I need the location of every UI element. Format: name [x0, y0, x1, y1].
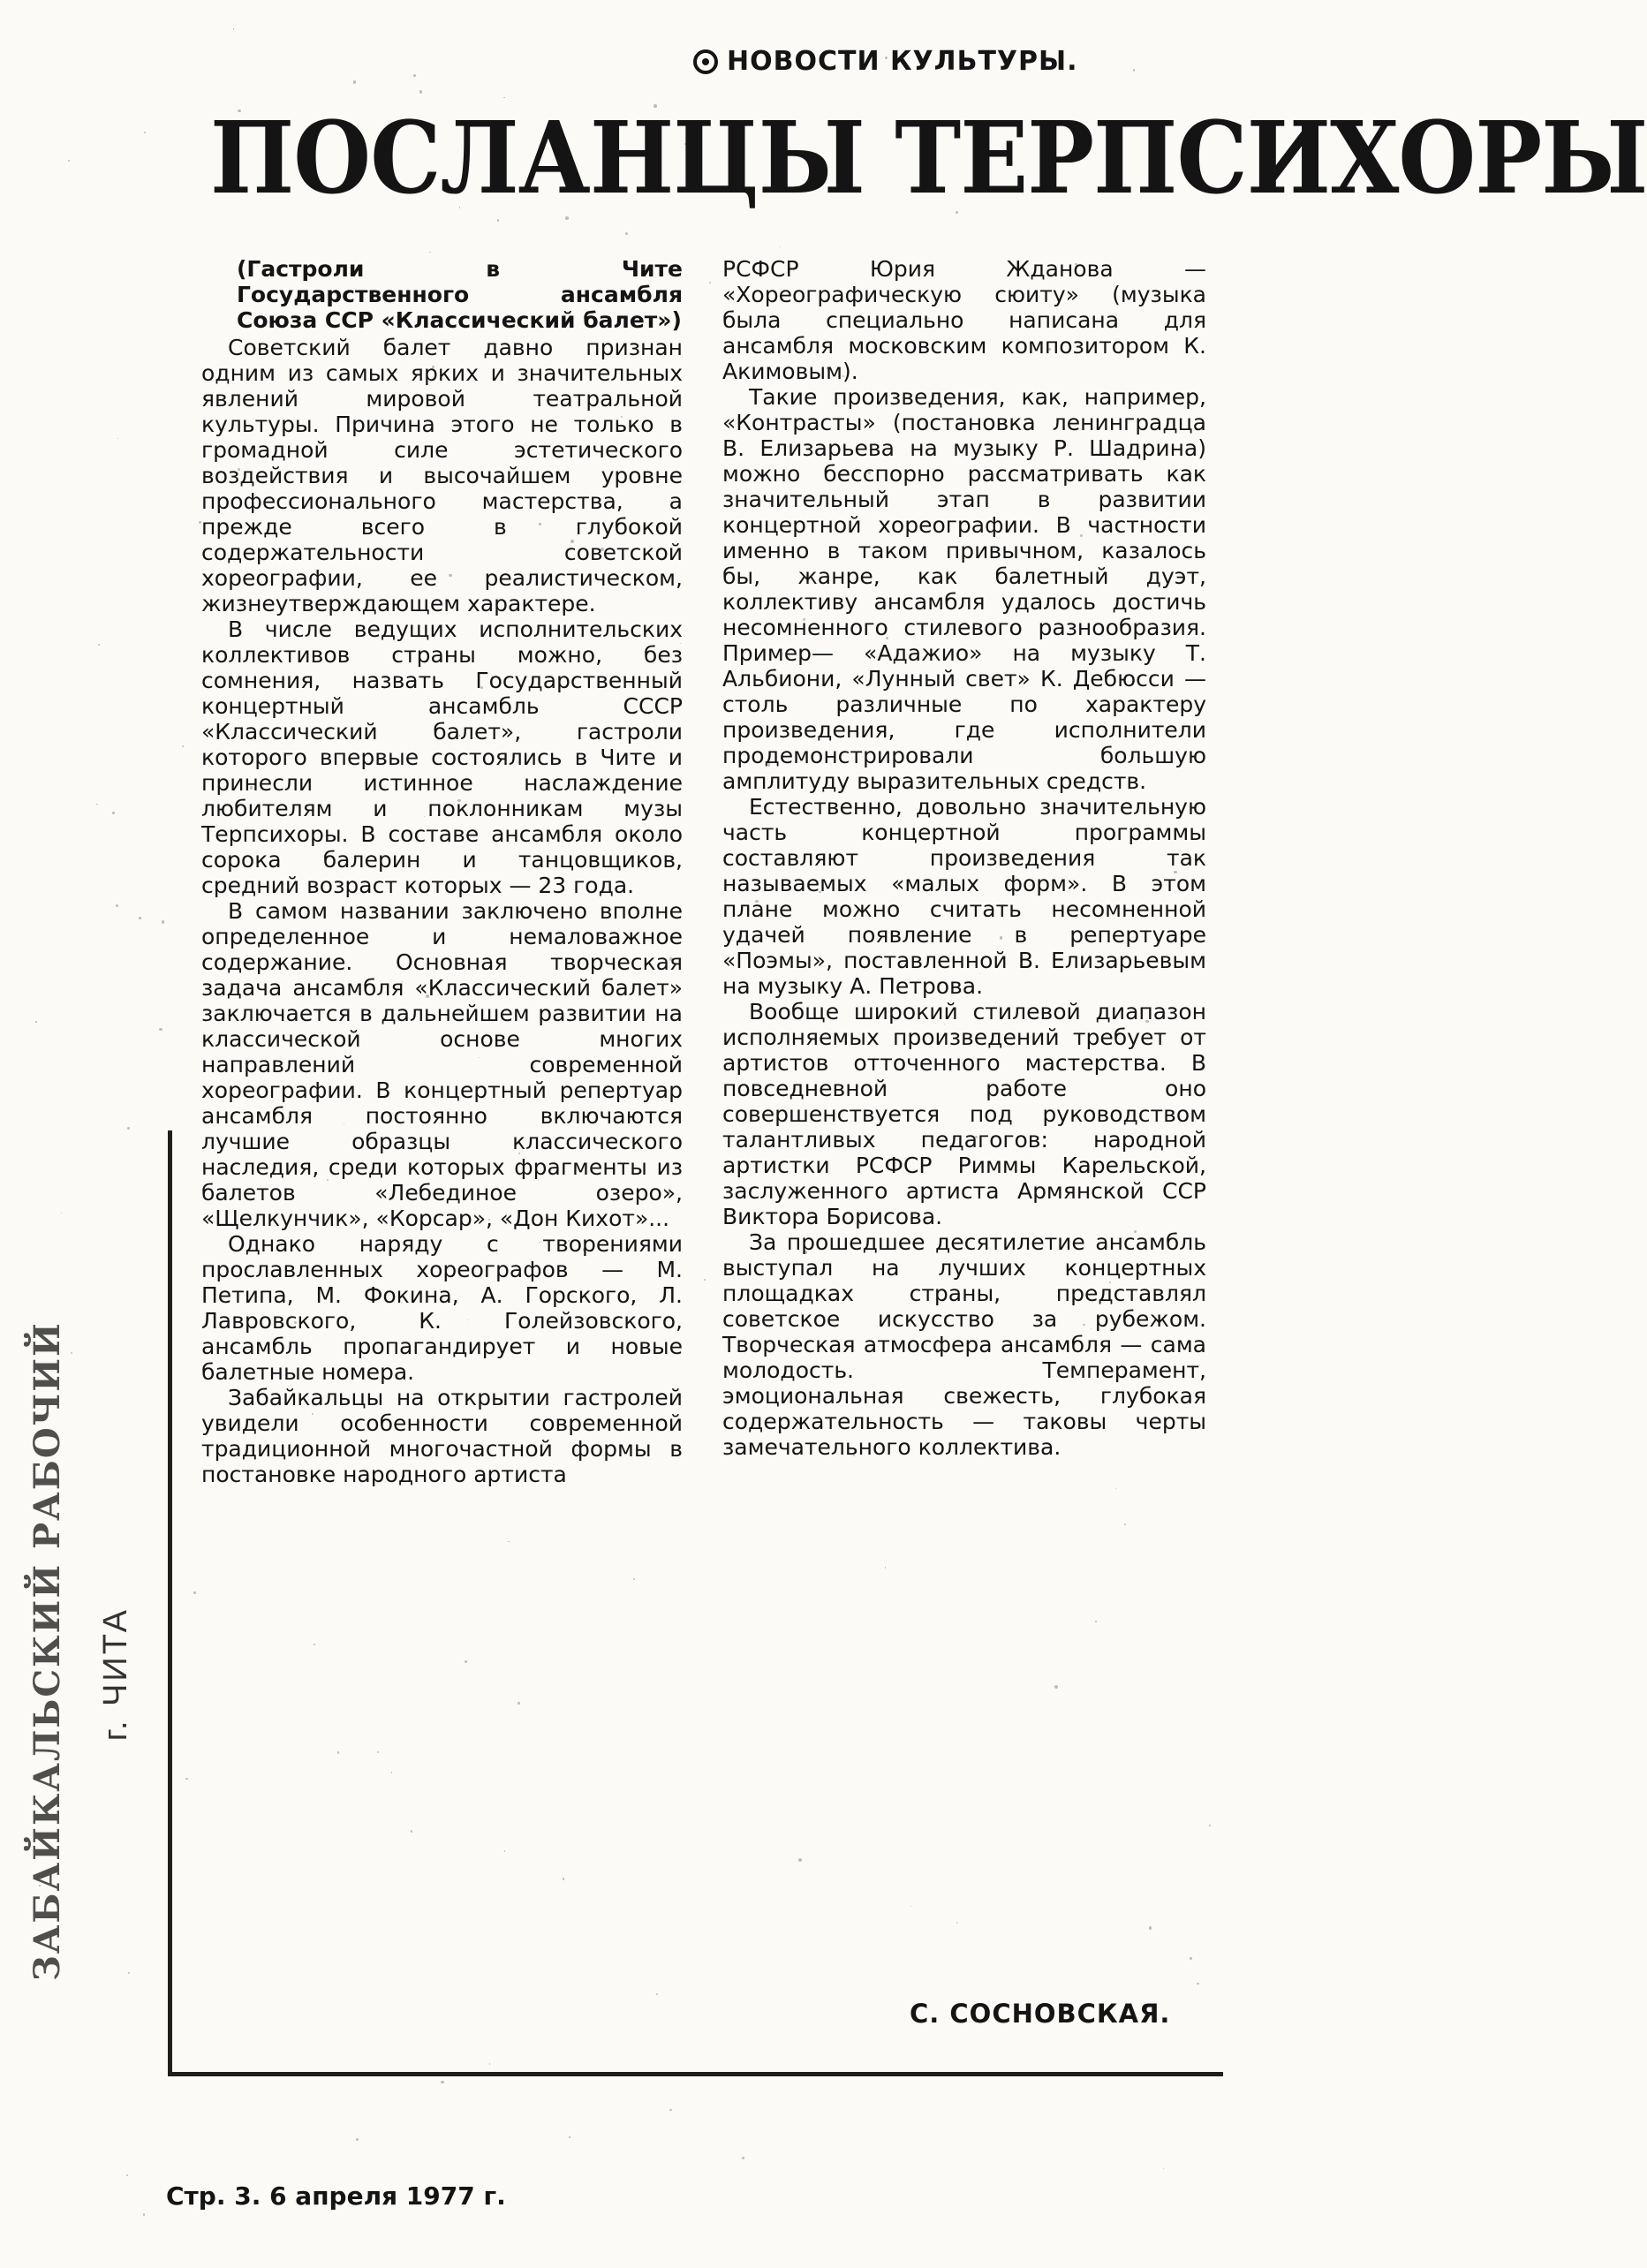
- paper-speck: [669, 2109, 672, 2112]
- paragraph: В числе ведущих исполнительских коллективов страны можно, без сомнения, назвать Государственный концертный ансамбль СССР «Классический балет», гастроли которого впервые состоялись в Чите и принесли истинное наслаждение любителям и поклонникам музы Терпсихоры. В составе ансамбля около сорока балерин и танцовщиков, средний возраст которых — 23 года.: [201, 616, 683, 898]
- paragraph: Советский балет давно признан одним из самых ярких и значительных явлений мировой театральной культуры. Причина этого не только в громадной силе эстетического воздействия и высочайшем уровне профессионального мастерства, а прежде всего в глубокой содержательности советской хореографии, ее реалистическом, жизнеутверждающем характере.: [201, 335, 683, 616]
- paper-speck: [126, 2174, 128, 2176]
- paper-speck: [233, 28, 234, 29]
- newspaper-masthead-stamp: ЗАБАЙКАЛЬСКИЙ РАБОЧИЙ: [26, 1321, 68, 1982]
- paragraph: Естественно, довольно значительную часть концертной программы составляют произведения так называемых «малых форм». В этом плане можно считать несомненной удачей появление в репертуаре «Поэмы», поставленной В. Елизарьевым на музыку А. Петрова.: [722, 794, 1206, 999]
- page-footer: Стр. 3. 6 апреля 1977 г.: [166, 2181, 506, 2211]
- author-signature: С. СОСНОВСКАЯ.: [910, 1999, 1171, 2029]
- paper-speck: [159, 1028, 162, 1031]
- paper-speck: [625, 232, 628, 235]
- paper-speck: [139, 917, 141, 919]
- paper-speck: [35, 1021, 37, 1023]
- city-stamp: г. ЧИТА: [97, 1607, 134, 1742]
- paper-speck: [742, 2157, 744, 2159]
- paragraph: Забайкальцы на открытии гастролей увидели особенности современной традиционной многочастной формы в постановке народного артиста: [201, 1385, 683, 1487]
- paper-speck: [117, 438, 118, 439]
- paper-speck: [162, 920, 165, 924]
- rubric-bullet-icon: [693, 49, 718, 74]
- section-rubric: [693, 46, 1078, 77]
- paper-speck: [143, 2213, 145, 2215]
- paper-speck: [116, 904, 118, 907]
- paper-speck: [497, 219, 500, 222]
- paper-speck: [1163, 2168, 1164, 2169]
- rubric-text: НОВОСТИ КУЛЬТУРЫ.: [727, 46, 1078, 77]
- paper-speck: [144, 132, 146, 133]
- paper-speck: [68, 160, 70, 162]
- paper-speck: [569, 2136, 570, 2137]
- paper-speck: [127, 1127, 130, 1130]
- paragraph: Однако наряду с творениями прославленных хореографов — М. Петипа, М. Фокина, А. Горского, Л. Лавровского, К. Голейзовского, ансамбль пропагандирует и новые балетные номера.: [201, 1231, 683, 1385]
- paper-speck: [780, 246, 781, 247]
- paragraph: Вообще широкий стилевой диапазон исполняемых произведений требует от артистов отточенного мастерства. В повседневной работе оно совершенствуется под руководством талантливых педагогов: народной артистки РСФСР Риммы Карельской, заслуженного артиста Армянской ССР Виктора Борисова.: [722, 999, 1206, 1229]
- article-headline: ПОСЛАНЦЫ ТЕРПСИХОРЫ: [210, 101, 1647, 216]
- article-subhead: (Гастроли в Чите Государственного ансамбля Союза ССР «Классический балет»): [237, 256, 683, 333]
- paper-speck: [429, 252, 430, 253]
- paper-speck: [112, 812, 114, 813]
- clipping-frame: [168, 1130, 1223, 2076]
- paper-speck: [419, 90, 422, 93]
- paper-speck: [413, 74, 416, 77]
- paragraph: В самом названии заключено вполне определенное и немаловажное содержание. Основная творческая задача ансамбля «Классический балет» заключается в дальнейшем развитии на классической основе многих направлений современной хореографии. В концертный репертуар ансамбля постоянно включаются лучшие образцы классического наследия, среди которых фрагменты из балетов «Лебединое озеро», «Щелкунчик», «Корсар», «Дон Кихот»...: [201, 898, 683, 1231]
- paper-speck: [71, 1352, 72, 1354]
- paper-speck: [565, 216, 569, 220]
- paper-speck: [98, 644, 100, 646]
- paper-speck: [128, 1972, 130, 1974]
- paper-speck: [709, 282, 711, 284]
- paper-speck: [503, 97, 505, 99]
- paper-speck: [353, 80, 357, 84]
- paragraph: Такие произведения, как, например, «Контрасты» (постановка ленинградца В. Елизарьева на музыку Р. Шадрина) можно бесспорно рассматривать как значительный этап в развитии концертной хореографии. В частности именно в таком привычном, казалось бы, жанре, как балетный дуэт, коллективу ансамбля удалось достичь несомненного стилевого разнообразия. Пример— «Адажио» на музыку Т. Альбиони, «Лунный свет» К. Дебюсси — столь различные по характеру произведения, где исполнители продемонстрировали большую амплитуду выразительных средств.: [722, 384, 1206, 794]
- paper-speck: [96, 804, 98, 805]
- paragraph: РСФСР Юрия Жданова — «Хореографическую сюиту» (музыка была специально написана для ансамбля московским композитором К. Акимовым).: [722, 256, 1206, 384]
- paragraph: За прошедшее десятилетие ансамбль выступал на лучших концертных площадках страны, представлял советское искусство за рубежом. Творческая атмосфера ансамбля — сама молодость. Темперамент, эмоциональная свежесть, глубокая содержательность — таковы черты замечательного коллектива.: [722, 1229, 1206, 1460]
- paper-speck: [356, 2138, 359, 2141]
- paper-speck: [182, 745, 184, 747]
- paper-speck: [441, 2081, 443, 2083]
- paper-speck: [1133, 69, 1136, 72]
